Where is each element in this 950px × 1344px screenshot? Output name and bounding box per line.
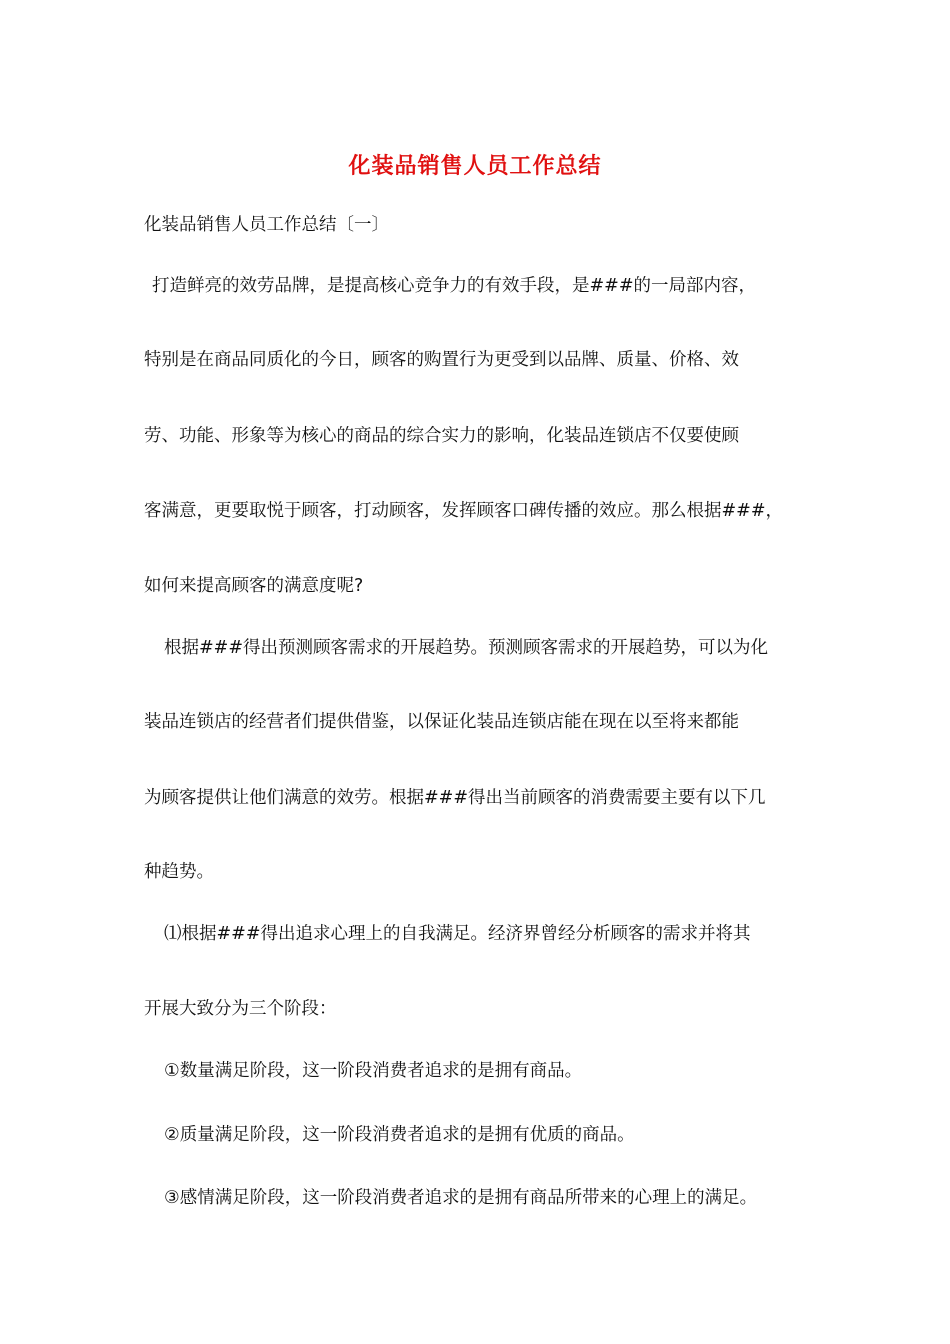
paragraph-line: 如何来提高顾客的满意度呢?	[144, 576, 364, 596]
paragraph-line: 特别是在商品同质化的今日，顾客的购置行为更受到以品牌、质量、价格、效	[144, 350, 739, 370]
paragraph-line: 为顾客提供让他们满意的效劳。根据###得出当前顾客的消费需要主要有以下几	[144, 788, 766, 808]
paragraph-line: 客满意，更要取悦于顾客，打动顾客，发挥顾客口碑传播的效应。那么根据###，	[144, 501, 783, 521]
list-item: ②质量满足阶段，这一阶段消费者追求的是拥有优质的商品。	[164, 1125, 635, 1145]
subtitle: 化装品销售人员工作总结〔一〕	[144, 215, 389, 235]
paragraph-line: 打造鲜亮的效劳品牌，是提高核心竞争力的有效手段，是###的一局部内容，	[152, 276, 756, 296]
list-item: ①数量满足阶段，这一阶段消费者追求的是拥有商品。	[164, 1061, 583, 1081]
paragraph-line: ⑴根据###得出追求心理上的自我满足。经济界曾经分析顾客的需求并将其	[164, 924, 751, 944]
paragraph-line: 劳、功能、形象等为核心的商品的综合实力的影响，化装品连锁店不仅要使顾	[144, 426, 739, 446]
paragraph-line: 种趋势。	[144, 862, 214, 882]
paragraph-line: 根据###得出预测顾客需求的开展趋势。预测顾客需求的开展趋势，可以为化	[164, 638, 768, 658]
paragraph-line: 开展大致分为三个阶段：	[144, 999, 337, 1019]
list-item: ③感情满足阶段，这一阶段消费者追求的是拥有商品所带来的心理上的满足。	[164, 1188, 758, 1208]
paragraph-line: 装品连锁店的经营者们提供借鉴，以保证化装品连锁店能在现在以至将来都能	[144, 712, 739, 732]
document-title: 化装品销售人员工作总结	[348, 153, 602, 179]
